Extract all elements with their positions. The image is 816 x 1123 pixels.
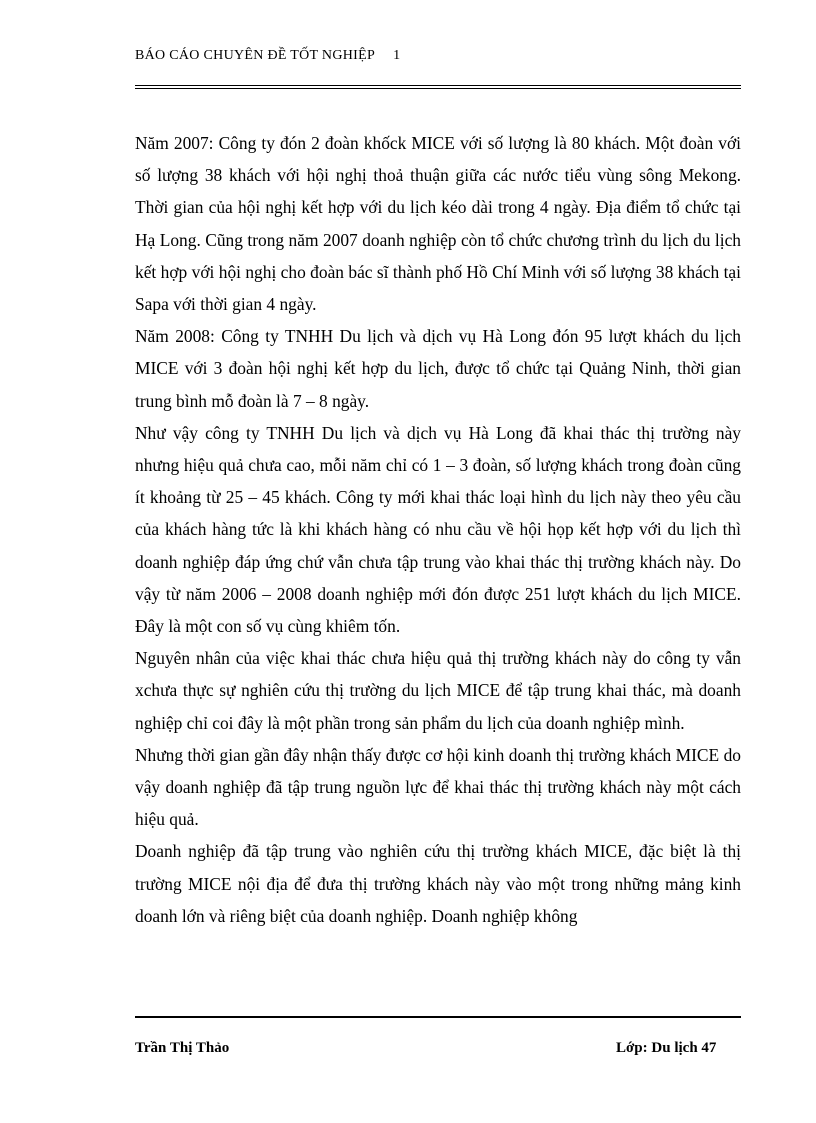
footer-rule <box>135 1016 741 1018</box>
paragraph: Như vậy công ty TNHH Du lịch và dịch vụ Hà Long đã khai thác thị trường này nhưng hiệu quả chưa cao, mỗi năm chỉ có 1 – 3 đoàn, số lượng khách trong đoàn cũng ít khoảng từ 25 – 45 khách. Công ty mới khai thác loại hình du lịch này theo yêu cầu của khách hàng tức là khi khách hàng có nhu cầu về hội họp kết hợp với du lịch thì doanh nghiệp đáp ứng chứ vẫn chưa tập trung vào khai thác thị trường khách này. Do vậy từ năm 2006 – 2008 doanh nghiệp mới đón được 251 lượt khách du lịch MICE. Đây là một con số vụ cùng khiêm tốn. <box>135 422 741 637</box>
header-rule-bottom <box>135 88 741 89</box>
paragraph: Nguyên nhân của việc khai thác chưa hiệu quả thị trường khách này do công ty vẫn xchưa thực sự nghiên cứu thị trường du lịch MICE để tập trung khai thác, mà doanh nghiệp chỉ coi đây là một phần trong sản phẩm du lịch của doanh nghiệp mình. <box>135 648 741 733</box>
page-number: 1 <box>393 48 401 63</box>
paragraph: Doanh nghiệp đã tập trung vào nghiên cứu thị trường khách MICE, đặc biệt là thị trường MICE nội địa để đưa thị trường khách này vào một trong những mảng kinh doanh lớn và riêng biệt của doanh nghiệp. Doanh nghiệp không <box>135 841 741 926</box>
footer-class: Lớp: Du lịch 47 <box>616 1040 717 1056</box>
paragraph: Nhưng thời gian gần đây nhận thấy được cơ hội kinh doanh thị trường khách MICE do vậy doanh nghiệp đã tập trung nguồn lực để khai thác thị trường khách này một cách hiệu quả. <box>135 744 741 830</box>
header-title: BÁO CÁO CHUYÊN ĐỀ TỐT NGHIỆP <box>135 48 376 63</box>
paragraph: Năm 2008: Công ty TNHH Du lịch và dịch vụ Hà Long đón 95 lượt khách du lịch MICE với 3 đoàn hội nghị kết hợp du lịch, được tổ chức tại Quảng Ninh, thời gian trung bình mỗ đoàn là 7 – 8 ngày. <box>135 326 741 411</box>
paragraph: Năm 2007: Công ty đón 2 đoàn khốck MICE với số lượng là 80 khách. Một đoàn với số lượng 38 khách với hội nghị thoả thuận giữa các nước tiểu vùng sông Mekong. Thời gian của hội nghị kết hợp với du lịch kéo dài trong 4 ngày. Địa điểm tổ chức tại Hạ Long. Cũng trong năm 2007 doanh nghiệp còn tổ chức chương trình du lịch du lịch kết hợp với hội nghị cho đoàn bác sĩ thành phố Hồ Chí Minh với số lượng 38 khách tại Sapa với thời gian 4 ngày. <box>135 133 741 315</box>
body-text <box>135 127 741 932</box>
header-rule-top <box>135 85 741 86</box>
footer-author: Trần Thị Thảo <box>135 1040 230 1056</box>
page-header <box>135 48 741 64</box>
